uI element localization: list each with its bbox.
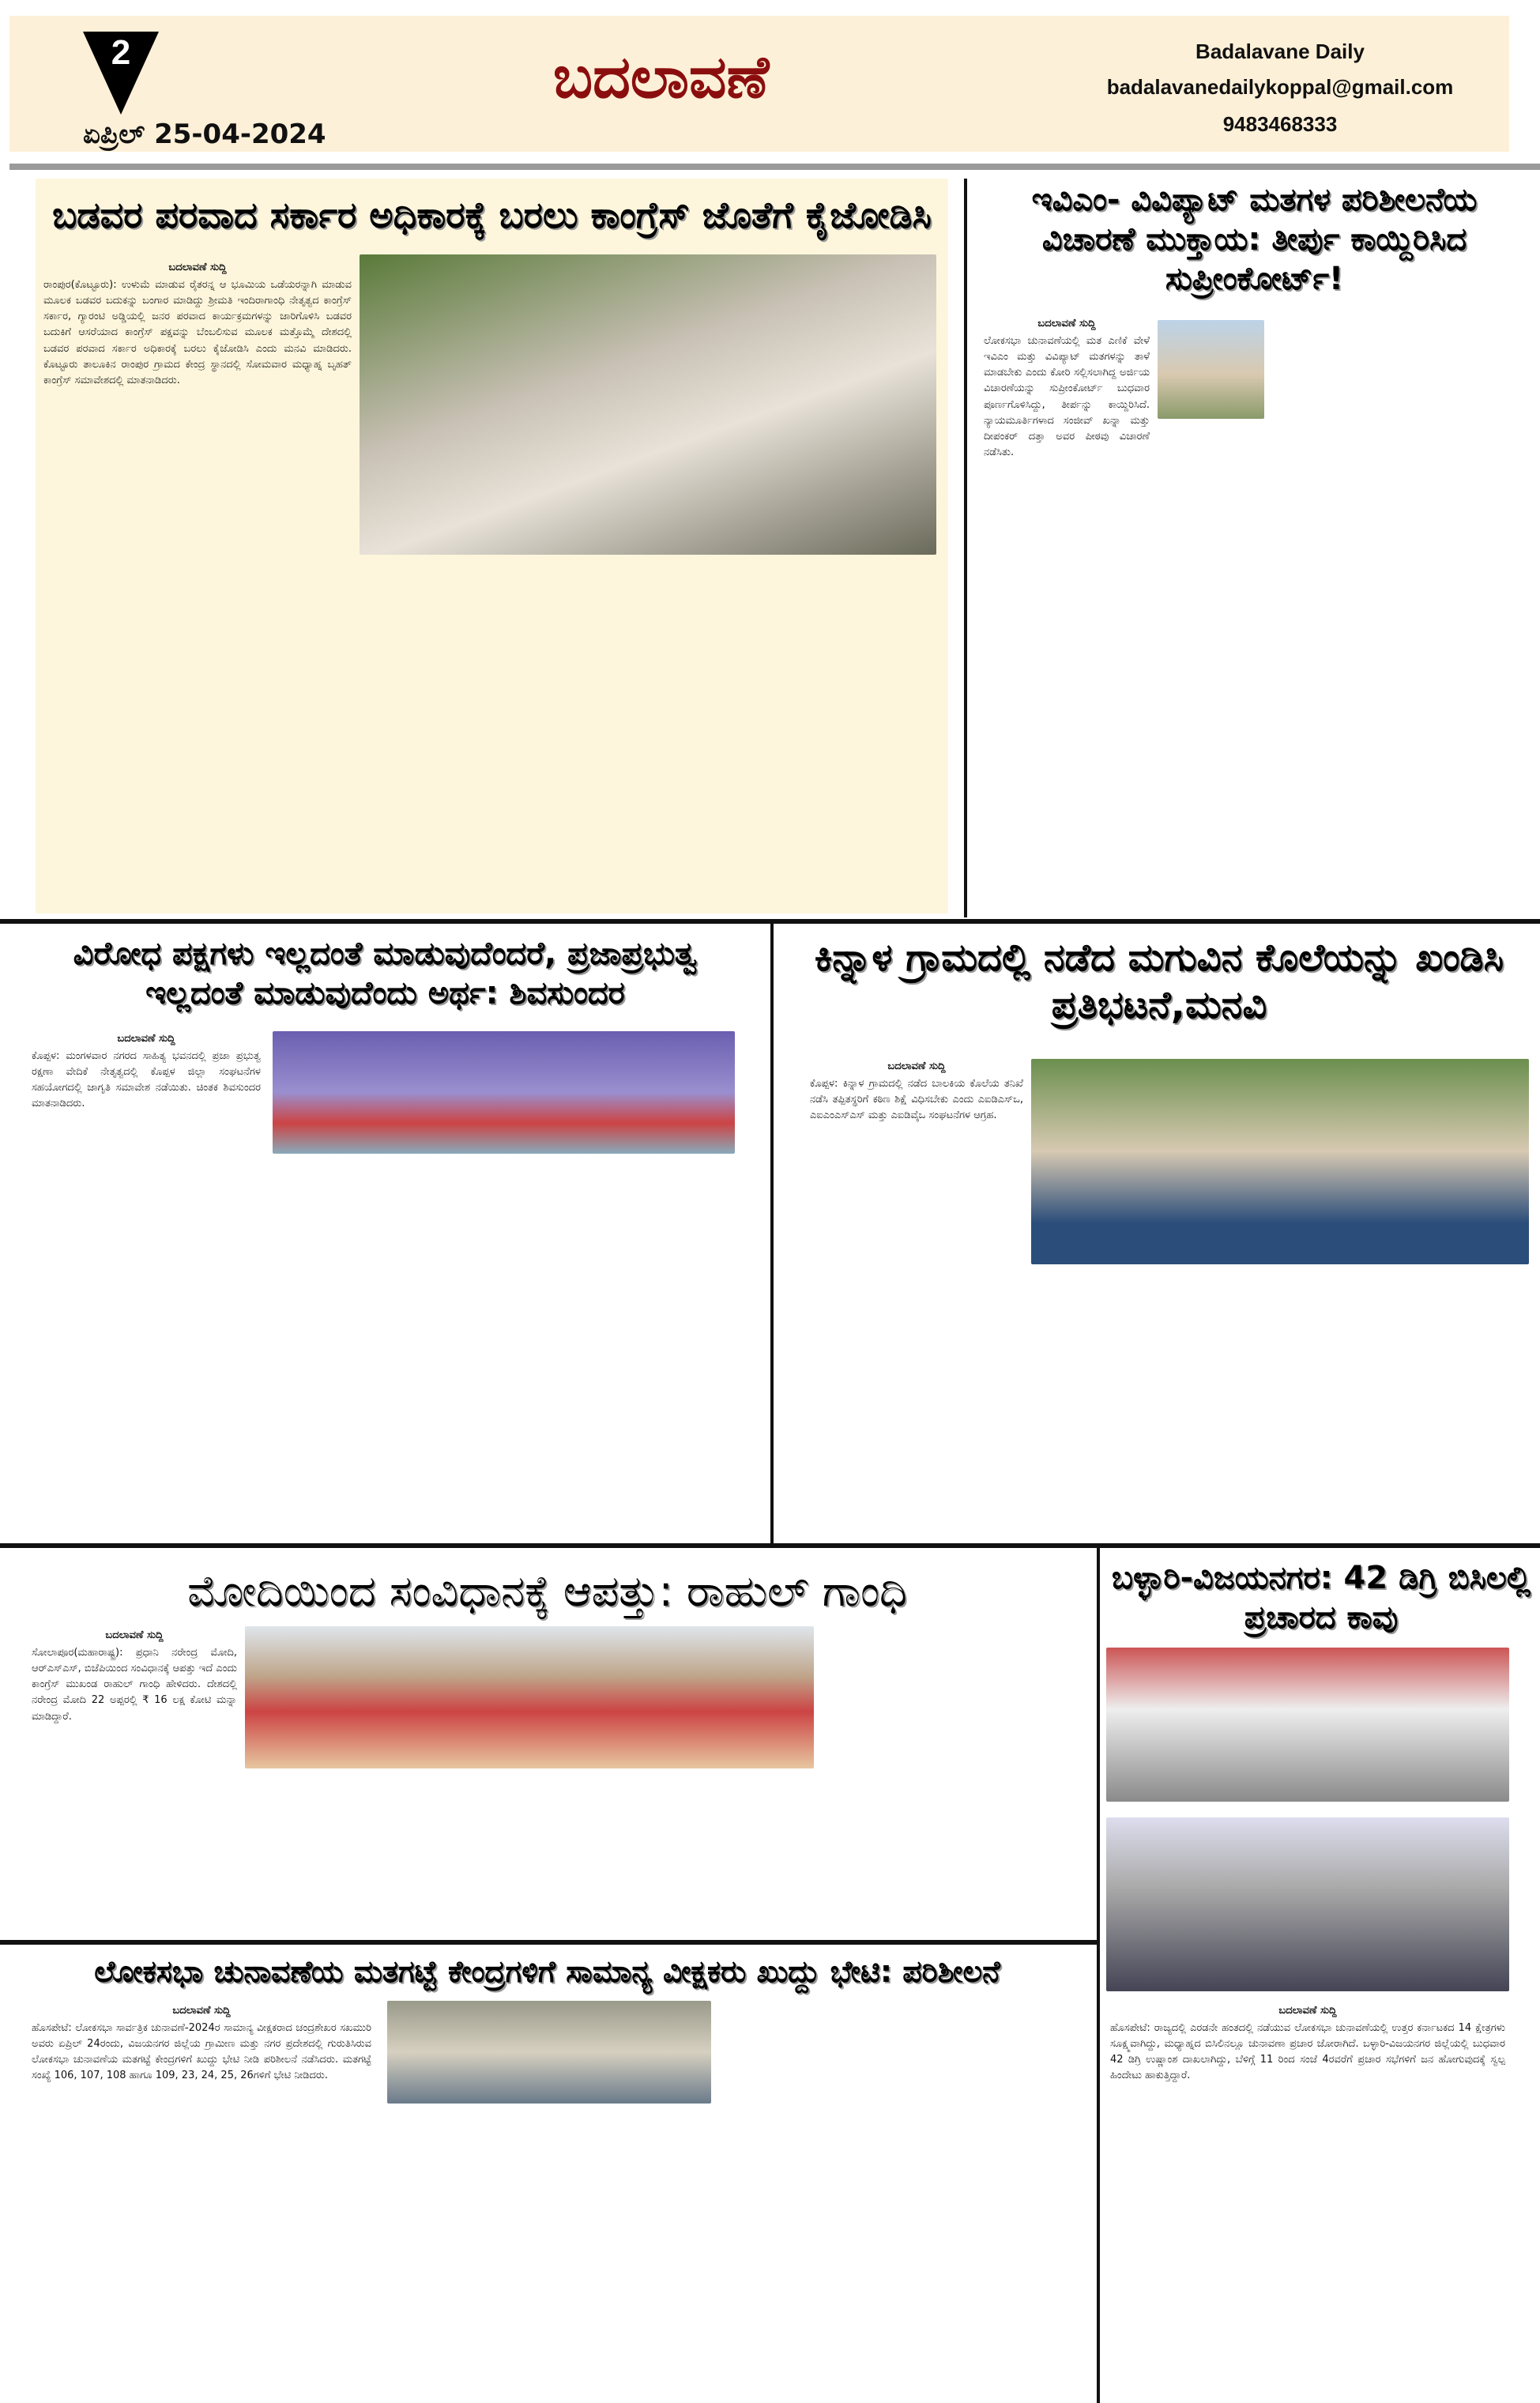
divider [9,164,1540,170]
divider [0,1543,1540,1548]
article-body: ಕೊಪ್ಪಳ: ಮಂಗಳವಾರ ನಗರದ ಸಾಹಿತ್ಯ ಭವನದಲ್ಲಿ ಪ್ರಜಾ ಪ್ರಭುತ್ವ ರಕ್ಷಣಾ ವೇದಿಕೆ ನೇತೃತ್ವದಲ್ಲಿ ಕೊಪ್ಪಳ ಜಿಲ್ಲಾ ಸಂಘಟನೆಗಳ ಸಹಯೋಗದಲ್ಲಿ ಜಾಗೃತಿ ಸಮಾವೇಶ ನಡೆಯಿತು. ಚಿಂತಕ ಶಿವಸುಂದರ ಮಾತನಾಡಿದರು. [32,1050,261,1110]
headline: ವಿರೋಧ ಪಕ್ಷಗಳು ಇಲ್ಲದಂತೆ ಮಾಡುವುದೆಂದರೆ, ಪ್ರಜಾಪ್ರಭುತ್ವ ಇಲ್ಲದಂತೆ ಮಾಡುವುದೆಂದು ಅರ್ಥ: ಶಿವಸುಂದರ [73,936,698,1011]
article-body: ಲೋಕಸಭಾ ಚುನಾವಣೆಯಲ್ಲಿ ಮತ ಎಣಿಕೆ ವೇಳೆ ಇವಿಎಂ ಮತ್ತು ವಿವಿಪ್ಯಾಟ್ ಮತಗಳನ್ನು ತಾಳೆ ಮಾಡಬೇಕು ಎಂದು ಕೋರಿ ಸಲ್ಲಿಸಲಾಗಿದ್ದ ಅರ್ಜಿಯ ವಿಚಾರಣೆಯನ್ನು ಸುಪ್ರೀಂಕೋರ್ಟ್ ಬುಧವಾರ ಪೂರ್ಣಗೊಳಿಸಿದ್ದು, ತೀರ್ಪನ್ನು ಕಾಯ್ದಿರಿಸಿದೆ. ನ್ಯಾಯಮೂರ್ತಿಗಳಾದ ಸಂಜೀವ್ ಖನ್ನಾ ಮತ್ತು ದೀಪಂಕರ್ ದತ್ತಾ ಅವರ ಪೀಠವು ವಿಚಾರಣೆ ನಡೆಸಿತು. [984,335,1150,458]
article-body: ಕೊಪ್ಪಳ: ಕಿನ್ನಾಳ ಗ್ರಾಮದಲ್ಲಿ ನಡೆದ ಬಾಲಕಿಯ ಕೊಲೆಯ ತನಿಖೆ ನಡೆಸಿ ತಪ್ಪಿತಸ್ಥರಿಗೆ ಕಠಿಣ ಶಿಕ್ಷೆ ವಿಧಿಸಬೇಕು ಎಂದು ಎಐಡಿಎಸ್‌ಒ, ಎಐಎಂಎಸ್‌ಎಸ್ ಮತ್ತು ಎಐಡಿವೈಒ ಸಂಘಟನೆಗಳ ಆಗ್ರಹ. [810,1078,1023,1122]
column-divider [1097,1546,1100,2403]
byline: ಬದಲಾವಣೆ ಸುದ್ದಿ [172,2005,231,2017]
contact-email: badalavanedailykoppal@gmail.com [1106,75,1454,99]
byline: ಬದಲಾವಣೆ ಸುದ್ದಿ [1278,2005,1337,2017]
headline: ಲೋಕಸಭಾ ಚುನಾವಣೆಯ ಮತಗಟ್ಟೆ ಕೇಂದ್ರಗಳಿಗೆ ಸಾಮಾನ್ಯ ವೀಕ್ಷಕರು ಖುದ್ದು ಭೇಟಿ: ಪರಿಶೀಲನೆ [94,1954,1000,1989]
rally-crowd-photo [245,1626,814,1768]
column-divider [964,179,967,917]
byline: ಬದಲಾವಣೆ ಸುದ್ದಿ [1037,318,1096,330]
campaign-photo-1 [1106,1648,1509,1802]
article-body: ಸೋಲಾಪೂರ(ಮಹಾರಾಷ್ಟ್ರ): ಪ್ರಧಾನಿ ನರೇಂದ್ರ ಮೋದಿ, ಆರ್‌ಎಸ್‌ಎಸ್, ಬಿಜೆಪಿಯಿಂದ ಸಂವಿಧಾನಕ್ಕೆ ಆಪತ್ತು ಇದೆ ಎಂದು ಕಾಂಗ್ರೆಸ್ ಮುಖಂಡ ರಾಹುಲ್ ಗಾಂಧಿ ಹೇಳಿದರು. ದೇಶದಲ್ಲಿ ನರೇಂದ್ರ ಮೋದಿ 22 ಅಪ್ಪರಲ್ಲಿ ₹ 16 ಲಕ್ಷ ಕೋಟಿ ಮನ್ನಾ ಮಾಡಿದ್ದಾರೆ. [32,1647,237,1723]
campaign-photo-2 [1106,1817,1509,1991]
rally-photo [360,254,936,555]
article-shivasundar [0,926,770,1542]
article-body: ಹೊಸಪೇಟೆ: ರಾಜ್ಯದಲ್ಲಿ ಎರಡನೇ ಹಂತದಲ್ಲಿ ನಡೆಯುವ ಲೋಕಸಭಾ ಚುನಾವಣೆಯಲ್ಲಿ ಉತ್ತರ ಕರ್ನಾಟಕದ 14 ಕ್ಷೇತ್ರಗಳು ಸೂಕ್ಷ್ಮವಾಗಿದ್ದು, ಮಧ್ಯಾಹ್ನದ ಬಿಸಿಲಿನಲ್ಲೂ ಚುನಾವಣಾ ಪ್ರಚಾರ ಜೋರಾಗಿದೆ. ಬಳ್ಳಾರಿ-ವಿಜಯನಗರ ಜಿಲ್ಲೆಯಲ್ಲಿ ಬುಧವಾರ 42 ಡಿಗ್ರಿ ಉಷ್ಣಾಂಶ ದಾಖಲಾಗಿದ್ದು, ಬೆಳಿಗ್ಗೆ 11 ರಿಂದ ಸಂಜೆ 4ರವರೆಗೆ ಪ್ರಚಾರ ಸಭೆಗಳಿಗೆ ಜನ ಹೋಗುವುದಕ್ಕೆ ಸ್ವಲ್ಪ ಹಿಂದೇಟು ಹಾಕುತ್ತಿದ್ದಾರೆ. [1110,2022,1505,2082]
inspection-photo [387,2001,711,2104]
issue-date: ಏಪ್ರಿಲ್ 25-04-2024 [83,119,326,150]
headline: ಇವಿಎಂ- ವಿವಿಪ್ಯಾಟ್ ಮತಗಳ ಪರಿಶೀಲನೆಯ ವಿಚಾರಣೆ ಮುಕ್ತಾಯ: ತೀರ್ಪು ಕಾಯ್ದಿರಿಸಿದ ಸುಪ್ರೀಂಕೋರ್ಟ್! [1031,182,1478,297]
byline: ಬದಲಾವಣೆ ಸುದ್ದಿ [117,1033,175,1045]
headline: ಬಳ್ಳಾರಿ-ವಿಜಯನಗರ: 42 ಡಿಗ್ರಿ ಬಿಸಿಲಲ್ಲಿ ಪ್ರಚಾರದ ಕಾವು [1111,1560,1531,1636]
byline: ಬದಲಾವಣೆ ಸುದ್ದಿ [887,1060,946,1072]
divider [0,1940,1097,1945]
protest-photo [1031,1059,1529,1264]
article-body: ರಾಂಪುರ(ಕೊಟ್ಟೂರು): ಉಳುಮೆ ಮಾಡುವ ರೈತರನ್ನ ಆ ಭೂಮಿಯ ಒಡೆಯರನ್ನಾಗಿ ಮಾಡುವ ಮೂಲಕ ಬಡವರ ಬದುಕನ್ನು ಬಂಗಾರ ಮಾಡಿದ್ದು ಶ್ರೀಮತಿ ಇಂದಿರಾಗಾಂಧಿ ನೇತೃತ್ವದ ಕಾಂಗ್ರೆಸ್ ಸರ್ಕಾರ, ಗ್ಯಾರಂಟಿ ಅಡ್ಡಿಯಲ್ಲಿ ಜನರ ಪರವಾದ ಕಾರ್ಯಕ್ರಮಗಳನ್ನು ಜಾರಿಗೊಳಿಸಿ ಬಡವರ ಬದುಕಿಗೆ ಆಸರೆಯಾದ ಕಾಂಗ್ರೆಸ್ ಪಕ್ಷವನ್ನು ಬೆಂಬಲಿಸುವ ಮೂಲಕ ಮತ್ತೊಮ್ಮೆ ದೇಶದಲ್ಲಿ ಬಡವರ ಪರವಾದ ಸರ್ಕಾರ ಅಧಿಕಾರಕ್ಕೆ ಬರಲು ಕೈಜೋಡಿಸಿ ಎಂದು ಮನವಿ ಮಾಡಿದರು. ಕೊಟ್ಟೂರು ತಾಲೂಕಿನ ರಾಂಪುರ ಗ್ರಾಮದ ಕೇಂದ್ರ ಸ್ಥಾನದಲ್ಲಿ ಸೋಮವಾರ ಮಧ್ಯಾಹ್ನ ಬೃಹತ್ ಕಾಂಗ್ರೆಸ್ ಸಮಾವೇಶದಲ್ಲಿ ಮಾತನಾಡಿದರು. [43,279,352,386]
article-evm [976,175,1533,914]
headline: ಮೋದಿಯಿಂದ ಸಂವಿಧಾನಕ್ಕೆ ಆಪತ್ತು: ರಾಹುಲ್ ಗಾಂಧಿ [187,1566,907,1616]
article-rahul [0,1550,1094,1938]
article-ballari [1102,1550,1540,2403]
byline: ಬದಲಾವಣೆ ಸುದ್ದಿ [168,262,227,273]
article-congress [36,179,948,913]
page-number: 2 [111,33,131,72]
article-observers [0,1945,1094,2403]
seminar-photo [273,1031,735,1154]
supreme-court-photo [1158,320,1264,419]
column-divider [770,921,774,1546]
headline: ಬಡವರ ಪರವಾದ ಸರ್ಕಾರ ಅಧಿಕಾರಕ್ಕೆ ಬರಲು ಕಾಂಗ್ರೆಸ್ ಜೊತೆಗೆ ಕೈಜೋಡಿಸಿ [52,194,932,236]
contact-phone: 9483468333 [1222,112,1338,136]
newspaper-logo: ಬದಲಾವಣೆ [553,43,770,111]
article-kinnal [778,926,1540,1542]
paper-name: Badalavane Daily [1195,40,1365,63]
byline: ಬದಲಾವಣೆ ಸುದ್ದಿ [105,1629,164,1641]
headline: ಕಿನ್ನಾಳ ಗ್ರಾಮದಲ್ಲಿ ನಡೆದ ಮಗುವಿನ ಕೊಲೆಯನ್ನು ಖಂಡಿಸಿ ಪ್ರತಿಭಟನೆ,ಮನವಿ [814,936,1504,1027]
article-body: ಹೊಸಪೇಟೆ: ಲೋಕಸಭಾ ಸಾರ್ವತ್ರಿಕ ಚುನಾವಣೆ-2024ರ ಸಾಮಾನ್ಯ ವೀಕ್ಷಕರಾದ ಚಂದ್ರಶೇಖರ ಸಖಮುರಿ ಅವರು ಏಪ್ರಿಲ್ 24ರಂದು, ವಿಜಯನಗರ ಜಿಲ್ಲೆಯ ಗ್ರಾಮೀಣ ಮತ್ತು ನಗರ ಪ್ರದೇಶದಲ್ಲಿ ಗುರುತಿಸಿರುವ ಲೋಕಸಭಾ ಚುನಾವಣೆಯ ಮತಗಟ್ಟೆ ಕೇಂದ್ರಗಳಿಗೆ ಖುದ್ದು ಭೇಟಿ ನೀಡಿ ಪರಿಶೀಲನೆ ನಡೆಸಿದರು. ಮತಗಟ್ಟೆ ಸಂಖ್ಯೆ 106, 107, 108 ಹಾಗೂ 109, 23, 24, 25, 26ಗಳಿಗೆ ಭೇಟಿ ನೀಡಿದರು. [32,2022,371,2082]
